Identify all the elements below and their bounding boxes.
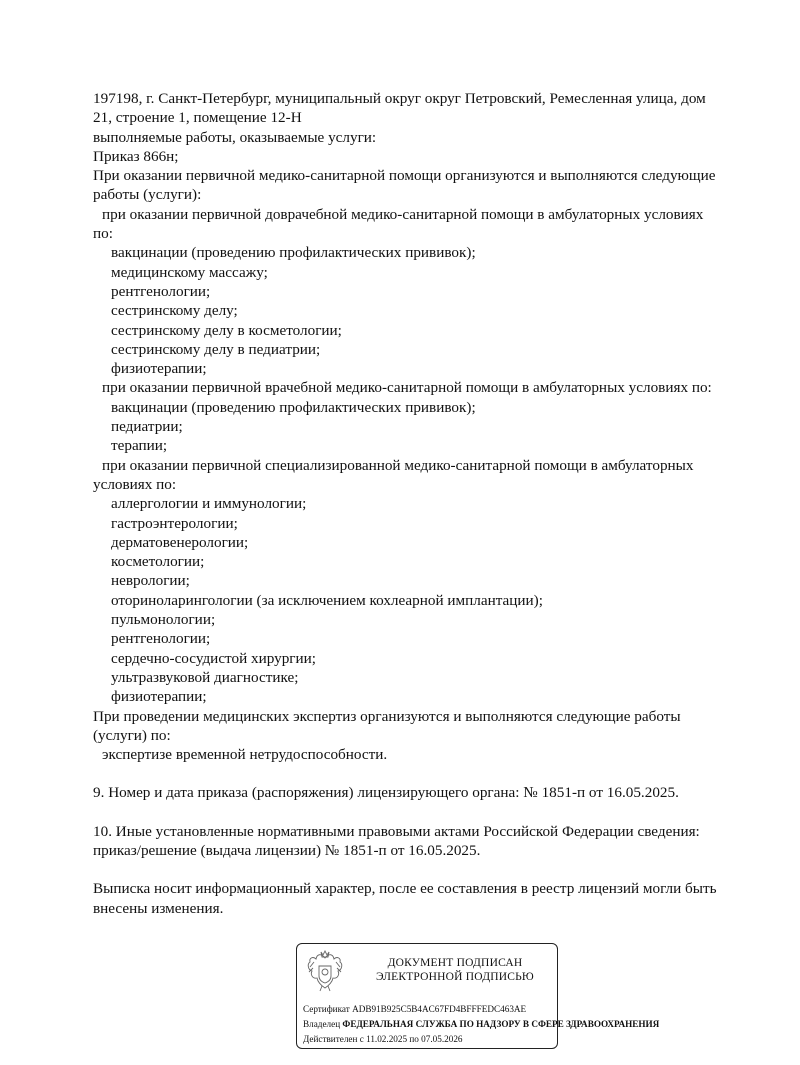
text-line: физиотерапии; bbox=[111, 360, 207, 378]
text-line: Выписка носит информационный характер, после ее составления в реестр лицензий могли быть bbox=[93, 880, 717, 898]
text-line: вакцинации (проведению профилактических прививок); bbox=[111, 244, 476, 262]
text-line: при оказании первичной специализированной медико-санитарной помощи в амбулаторных bbox=[102, 456, 694, 474]
text-line: гастроэнтерологии; bbox=[111, 514, 238, 532]
stamp-validity-row: Действителен с 11.02.2025 по 07.05.2026 bbox=[303, 1034, 463, 1044]
text-line: экспертизе временной нетрудоспособности. bbox=[102, 746, 388, 764]
text-line: ультразвуковой диагностике; bbox=[111, 668, 299, 686]
text-line: физиотерапии; bbox=[111, 688, 207, 706]
text-line: (услуги) по: bbox=[93, 726, 171, 744]
blank-line bbox=[93, 803, 763, 822]
text-line: При проведении медицинских экспертиз организуются и выполняются следующие работы bbox=[93, 707, 681, 725]
electronic-signature-stamp bbox=[296, 943, 660, 1049]
text-line: по: bbox=[93, 225, 113, 243]
text-line: сестринскому делу в педиатрии; bbox=[111, 340, 321, 358]
owner-label: Владелец bbox=[303, 1019, 341, 1029]
stamp-certificate-row bbox=[303, 1003, 526, 1015]
stamp-owner-row bbox=[303, 1018, 659, 1030]
text-line: оториноларингологии (за исключением кохлеарной имплантации); bbox=[111, 591, 543, 609]
text-line: При оказании первичной медико-санитарной помощи организуются и выполняются следующие bbox=[93, 167, 716, 185]
document-body bbox=[93, 89, 763, 918]
coat-of-arms-icon bbox=[305, 950, 345, 992]
blank-line bbox=[93, 764, 763, 783]
text-line: пульмонологии; bbox=[111, 611, 216, 629]
text-line: дерматовенерологии; bbox=[111, 533, 249, 551]
text-line: медицинскому массажу; bbox=[111, 263, 268, 281]
text-line: 197198, г. Санкт-Петербург, муниципальный округ округ Петровский, Ремесленная улица, дом bbox=[93, 90, 706, 107]
text-line: Приказ 866н; bbox=[93, 147, 179, 165]
text-line: педиатрии; bbox=[111, 418, 183, 436]
text-line: при оказании первичной доврачебной медико-санитарной помощи в амбулаторных условиях bbox=[102, 205, 704, 223]
text-line: выполняемые работы, оказываемые услуги: bbox=[93, 128, 377, 146]
text-line: терапии; bbox=[111, 437, 168, 455]
text-line: приказ/решение (выдача лицензии) № 1851-п от 16.05.2025. bbox=[93, 841, 481, 859]
stamp-title bbox=[357, 956, 553, 984]
text-line: вакцинации (проведению профилактических прививок); bbox=[111, 398, 476, 416]
owner-value: ФЕДЕРАЛЬНАЯ СЛУЖБА ПО НАДЗОРУ В СФЕРЕ ЗДРАВООХРАНЕНИЯ bbox=[342, 1019, 660, 1029]
text-line: сердечно-сосудистой хирургии; bbox=[111, 649, 317, 667]
text-line: рентгенологии; bbox=[111, 630, 211, 648]
text-line: сестринскому делу; bbox=[111, 302, 238, 320]
text-line: косметологии; bbox=[111, 553, 205, 571]
stamp-title-line2: ЭЛЕКТРОННОЙ ПОДПИСЬЮ bbox=[376, 971, 534, 983]
stamp-title-line1: ДОКУМЕНТ ПОДПИСАН bbox=[387, 957, 523, 969]
text-line: при оказании первичной врачебной медико-санитарной помощи в амбулаторных условиях по: bbox=[102, 379, 712, 397]
text-line: рентгенологии; bbox=[111, 282, 211, 300]
text-line: условиях по: bbox=[93, 475, 177, 493]
certificate-value: ADB91B925C5B4AC67FD4BFFFEDC463AE bbox=[352, 1004, 527, 1014]
text-line: сестринскому делу в косметологии; bbox=[111, 321, 342, 339]
text-line: 21, строение 1, помещение 12-Н bbox=[93, 109, 302, 127]
text-line: неврологии; bbox=[111, 572, 190, 590]
text-line: аллергологии и иммунологии; bbox=[111, 495, 307, 513]
text-line: работы (услуги): bbox=[93, 186, 202, 204]
blank-line bbox=[93, 860, 763, 879]
text-line: 9. Номер и дата приказа (распоряжения) лицензирующего органа: № 1851-п от 16.05.2025. bbox=[93, 784, 679, 802]
certificate-label: Сертификат bbox=[303, 1004, 350, 1014]
text-line: 10. Иные установленные нормативными правовыми актами Российской Федерации сведения: bbox=[93, 822, 700, 840]
text-line: внесены изменения. bbox=[93, 899, 224, 917]
